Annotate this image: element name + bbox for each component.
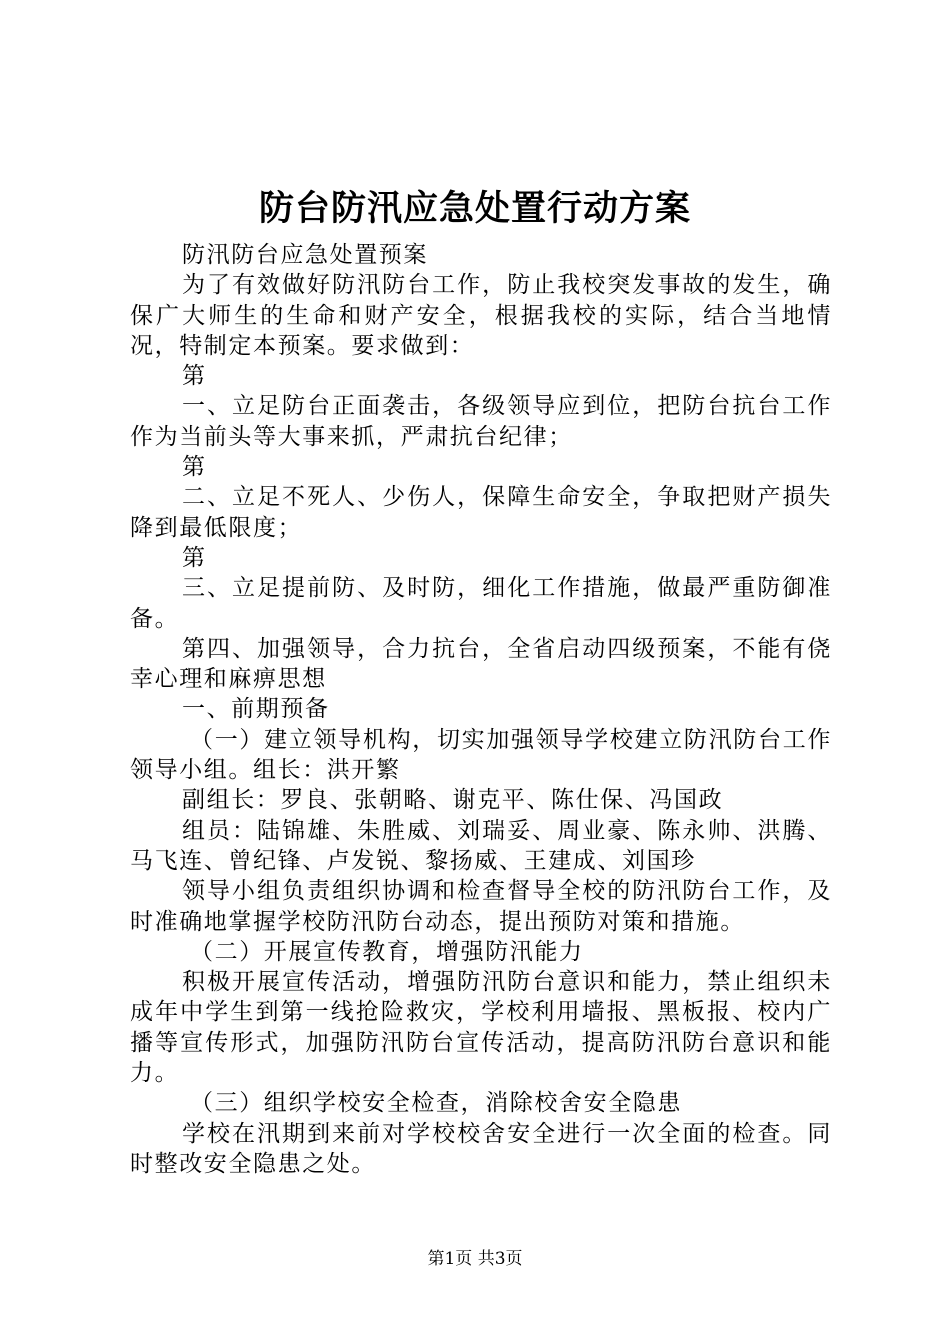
paragraph: 三、立足提前防、及时防，细化工作措施，做最严重防御准备。: [130, 575, 832, 632]
paragraph: 第: [182, 454, 207, 481]
document-body: [130, 240, 832, 1179]
section-heading: 一、前期预备: [182, 696, 330, 723]
paragraph: 副组长：罗良、张朝略、谢克平、陈仕保、冯国政: [182, 787, 724, 814]
paragraph: 防汛防台应急处置预案: [182, 242, 428, 268]
paragraph: 为了有效做好防汛防台工作，防止我校突发事故的发生，确保广大师生的生命和财产安全，根据我校的实际，结合当地情况，特制定本预案。要求做到：: [130, 272, 832, 359]
paragraph: 领导小组负责组织协调和检查督导全校的防汛防台工作，及时准确地掌握学校防汛防台动态，提出预防对策和措施。: [130, 878, 832, 935]
subsection-heading: （一）建立领导机构，切实加强领导学校建立防汛防台工作领导小组。组长：洪开繁: [130, 726, 832, 784]
paragraph: 第四、加强领导，合力抗台，全省启动四级预案，不能有侥幸心理和麻痹思想: [130, 635, 832, 693]
paragraph: 第: [182, 363, 207, 390]
paragraph: 组员：陆锦雄、朱胜威、刘瑞妥、周业豪、陈永帅、洪腾、马飞连、曾纪锋、卢发锐、黎扬威、王建成、刘国珍: [130, 817, 832, 874]
paragraph: 二、立足不死人、少伤人，保障生命安全，争取把财产损失降到最低限度；: [130, 484, 832, 541]
paragraph: 学校在汛期到来前对学校校舍安全进行一次全面的检查。同时整改安全隐患之处。: [130, 1120, 832, 1177]
subsection-heading: （二）开展宣传教育，增强防汛能力: [190, 938, 584, 965]
paragraph: 积极开展宣传活动，增强防汛防台意识和能力，禁止组织未成年中学生到第一线抢险救灾，学校利用墙报、黑板报、校内广播等宣传形式，加强防汛防台宣传活动，提高防汛防台意识和能力。: [130, 969, 832, 1087]
document-title: 防台防汛应急处置行动方案: [258, 188, 691, 229]
page-number-footer: 第1页 共3页: [427, 1249, 523, 1269]
paragraph: 第: [182, 544, 207, 571]
paragraph: 一、立足防台正面袭击，各级领导应到位，把防台抗台工作作为当前头等大事来抓，严肃抗台纪律；: [130, 393, 832, 450]
subsection-heading: （三）组织学校安全检查，消除校舍安全隐患: [190, 1090, 682, 1117]
